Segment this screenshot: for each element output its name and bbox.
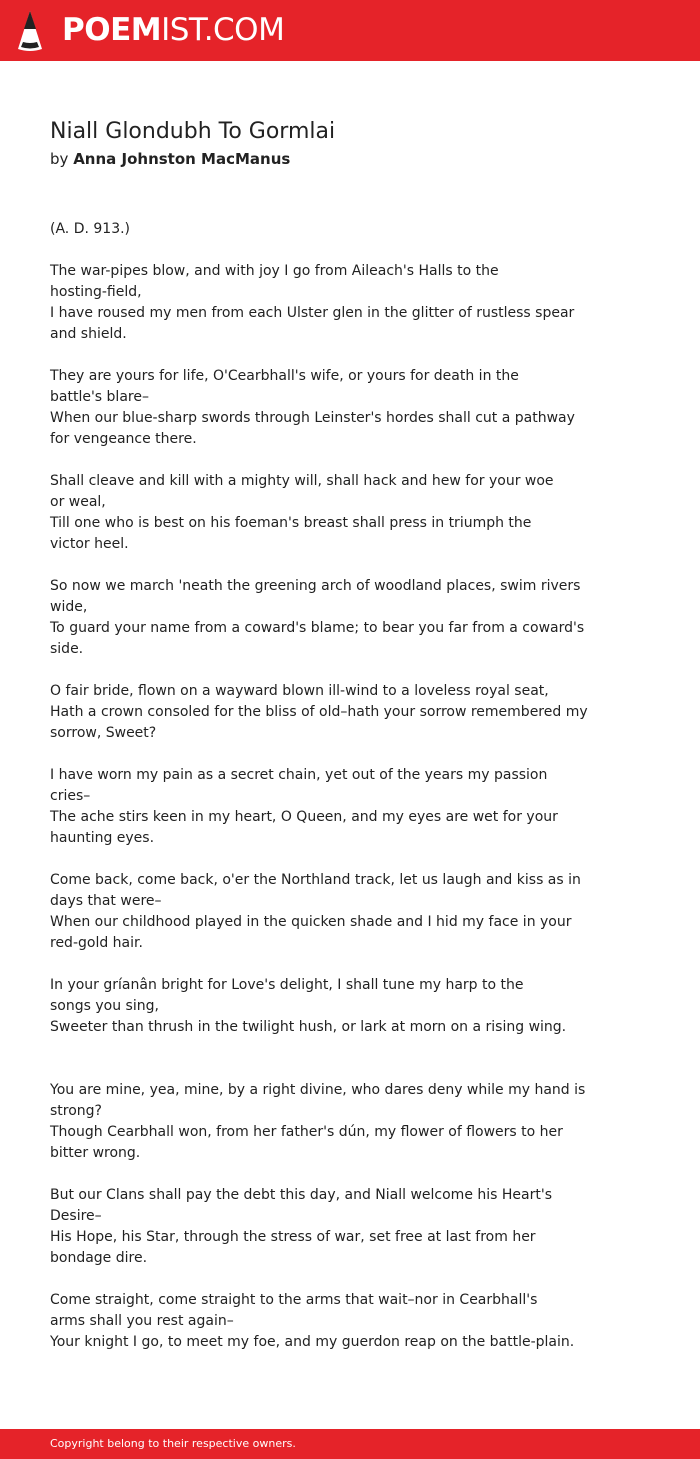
poem-line: You are mine, yea, mine, by a right divine, who dares deny while my hand is	[50, 1082, 586, 1098]
stanza	[50, 681, 610, 744]
poem-line: wide,	[50, 599, 88, 615]
stanza	[50, 1080, 610, 1164]
poem-line: and shield.	[50, 326, 127, 342]
poem-body	[50, 219, 610, 1374]
stanza	[50, 1185, 610, 1269]
stanza	[50, 219, 610, 240]
copyright-notice: Copyright belong to their respective owners.	[50, 1437, 296, 1450]
poem-line: In your gríanân bright for Love's delight, I shall tune my harp to the	[50, 977, 524, 993]
pencil-tip-icon[interactable]	[17, 9, 43, 53]
poem-line: O fair bride, flown on a wayward blown ill-wind to a loveless royal seat,	[50, 683, 549, 699]
byline	[50, 149, 290, 169]
poem-line: Hath a crown consoled for the bliss of old–hath your sorrow remembered my	[50, 704, 588, 720]
poem-line: sorrow, Sweet?	[50, 725, 157, 741]
poem-line: I have worn my pain as a secret chain, yet out of the years my passion	[50, 767, 548, 783]
poem-line: haunting eyes.	[50, 830, 155, 846]
poem-line: for vengeance there.	[50, 431, 197, 447]
poem-line: Come straight, come straight to the arms that wait–nor in Cearbhall's	[50, 1292, 538, 1308]
stanza	[50, 261, 610, 345]
poem-line: strong?	[50, 1103, 102, 1119]
poem-line: To guard your name from a coward's blame; to bear you far from a coward's	[50, 620, 585, 636]
poem-line: hosting-field,	[50, 284, 142, 300]
logo-bold-text: POEM	[62, 12, 162, 48]
poem-line: They are yours for life, O'Cearbhall's wife, or yours for death in the	[50, 368, 519, 384]
site-footer	[0, 1429, 700, 1459]
poem-line: red-gold hair.	[50, 935, 143, 951]
site-logo[interactable]	[62, 12, 284, 48]
poem-line: side.	[50, 641, 84, 657]
site-header	[0, 0, 700, 61]
poem-line: arms shall you rest again–	[50, 1313, 234, 1329]
poem-line: songs you sing,	[50, 998, 159, 1014]
poem-line: or weal,	[50, 494, 106, 510]
poem-line: Shall cleave and kill with a mighty will, shall hack and hew for your woe	[50, 473, 554, 489]
poem-line: bondage dire.	[50, 1250, 148, 1266]
poem-line: When our childhood played in the quicken shade and I hid my face in your	[50, 914, 572, 930]
poem-line: The war-pipes blow, and with joy I go from Aileach's Halls to the	[50, 263, 499, 279]
stanza	[50, 1290, 610, 1353]
poem-line: days that were–	[50, 893, 162, 909]
poem-line: So now we march 'neath the greening arch of woodland places, swim rivers	[50, 578, 581, 594]
author-name: Anna Johnston MacManus	[73, 150, 291, 168]
poem-line: Till one who is best on his foeman's breast shall press in triumph the	[50, 515, 532, 531]
poem-line: But our Clans shall pay the debt this day, and Niall welcome his Heart's	[50, 1187, 552, 1203]
poem-title: Niall Glondubh To Gormlai	[50, 119, 336, 144]
poem-line: cries–	[50, 788, 91, 804]
poem-line: bitter wrong.	[50, 1145, 141, 1161]
logo-light-text: IST.COM	[161, 12, 285, 48]
poem-line: (A. D. 913.)	[50, 221, 131, 237]
stanza	[50, 576, 610, 660]
stanza	[50, 471, 610, 555]
poem-line: Sweeter than thrush in the twilight hush, or lark at morn on a rising wing.	[50, 1019, 567, 1035]
stanza	[50, 870, 610, 954]
poem-line: Come back, come back, o'er the Northland track, let us laugh and kiss as in	[50, 872, 581, 888]
by-label: by	[50, 150, 69, 168]
poem-line: victor heel.	[50, 536, 129, 552]
poem-line: When our blue-sharp swords through Leinster's hordes shall cut a pathway	[50, 410, 575, 426]
poem-line: Though Cearbhall won, from her father's dún, my flower of flowers to her	[50, 1124, 563, 1140]
poem-line: I have roused my men from each Ulster glen in the glitter of rustless spear	[50, 305, 575, 321]
stanza	[50, 765, 610, 849]
stanza	[50, 975, 610, 1038]
poem-line: Desire–	[50, 1208, 102, 1224]
stanza	[50, 366, 610, 450]
poem-line: Your knight I go, to meet my foe, and my guerdon reap on the battle-plain.	[50, 1334, 575, 1350]
poem-line: His Hope, his Star, through the stress of war, set free at last from her	[50, 1229, 536, 1245]
poem-line: The ache stirs keen in my heart, O Queen, and my eyes are wet for your	[50, 809, 558, 825]
poem-line: battle's blare–	[50, 389, 149, 405]
